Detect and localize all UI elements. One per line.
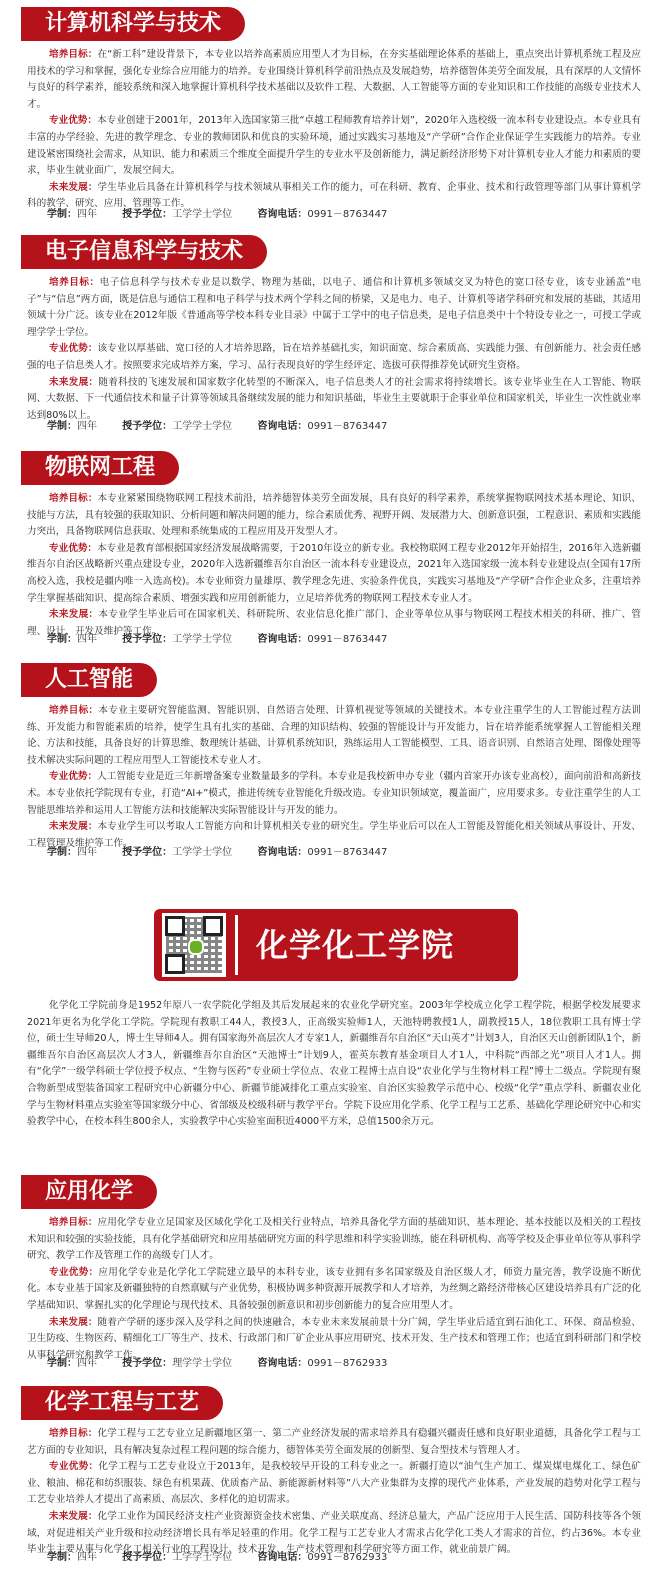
degree-value: 工学学士学位 <box>172 847 233 858</box>
advantage-text: 该专业以厚基础、宽口径的人才培养思路，旨在培养基础扎实，知识面宽、综合素质高、实践能力强、有创新能力、社会责任感强的电子信息类人才。按照要求完成培养方案，学习、品行表现良好的学生经评定、选拔可获得推荐免试研究生资格。 <box>27 343 642 371</box>
degree-label: 授予学位： <box>122 209 173 220</box>
advantage-label: 专业优势： <box>49 115 97 127</box>
major-section-electronic-info <box>0 235 649 432</box>
goal-text: 应用化学专业立足国家及区域化学化工及相关行业特点，培养具备化学方面的基础知识、基本理论、基本技能以及相关的工程技术知识和较强的实验技能，具有化学基础研究和应用基础研究方面的科学思维和科学实验训练，能在科研机构、高等学校及企事业单位等从事科学研究、教学工作及管理工作的高级专门人才。 <box>27 1217 642 1262</box>
phone-label: 咨询电话： <box>257 634 308 645</box>
goal-text: 电子信息科学与技术专业是以数学、物理为基础，以电子、通信和计算机多领域交叉为特色的宽口径专业，该专业涵盖“电子”与“信息”两方面，既是信息与通信工程和电子科学与技术两个学科之间的桥梁，又是电力、电子、计算机等诸学科研究和发展的基础，其适用领域十分广泛。该专业在2012年版《普通高等学校本科专业目录》中属于工学中的电子信息类，是电子信息类中十个特设专业之一，可授工学或理学学士学位。 <box>27 277 642 338</box>
banner-divider <box>235 915 238 975</box>
degree-label: 授予学位： <box>122 1358 173 1369</box>
duration-label: 学制： <box>47 634 77 645</box>
major-title: 计算机科学与技术 <box>27 7 245 41</box>
degree-label: 授予学位： <box>122 634 173 645</box>
future-text: 学生毕业后具备在计算机科学与技术领域从事相关工作的能力，可在科研、教育、企事业、技术和行政管理等部门从事计算机学科的教学、研究、应用、管理等工作。 <box>27 181 642 210</box>
duration-label: 学制： <box>47 1358 77 1369</box>
goal-label: 培养目标： <box>49 277 100 288</box>
major-body <box>27 47 641 213</box>
degree-label: 授予学位： <box>122 847 173 858</box>
future-label: 未来发展： <box>49 609 99 621</box>
duration-label: 学制： <box>47 1552 77 1563</box>
future-label: 未来发展： <box>49 376 99 388</box>
major-body <box>27 703 641 852</box>
future-text: 本专业学生毕业后可在国家机关、科研院所、农业信息化推广部门、企业等单位从事与物联网工程技术相关的科研、推广、管理、设计、开发及维护等工作。 <box>27 609 642 637</box>
phone-value: 0991－8762933 <box>307 1358 388 1369</box>
advantage-label: 专业优势： <box>49 343 98 355</box>
major-title: 应用化学 <box>27 1175 157 1209</box>
phone-label: 咨询电话： <box>257 421 308 432</box>
phone-value: 0991－8763447 <box>307 209 388 220</box>
goal-label: 培养目标： <box>49 49 98 60</box>
major-section-computer-science <box>0 7 649 220</box>
phone-label: 咨询电话： <box>257 209 308 220</box>
major-body <box>27 275 641 424</box>
future-text: 本专业学生可以考取人工智能方向和计算机相关专业的研究生。学生毕业后可以在人工智能及智能化相关领域从事设计、开发、工程管理及维护等工作。 <box>27 821 642 849</box>
degree-value: 工学学士学位 <box>172 1552 233 1563</box>
major-title: 人工智能 <box>27 663 157 697</box>
major-title: 电子信息科学与技术 <box>27 235 267 269</box>
major-section-ai <box>0 663 649 858</box>
advantage-text: 本专业创建于2001年，2013年入选国家第三批“卓越工程师教育培养计划”，2020年入选校级一流本科专业建设点。本专业具有丰富的办学经验、先进的教学理念、专业的教师团队和优良的实验环境，通过实践实习基地及“产学研”合作企业保证学生实践能力的培养。专业建设紧密围绕社会需求，从知识、能力和素质三个维度全面提升学生的专业水平及创新能力，满足新经济形势下对计算机专业人才能力和素质的要求，毕业生就业面广，发展空间大。 <box>27 115 641 177</box>
major-section-applied-chemistry <box>0 1175 649 1369</box>
degree-label: 授予学位： <box>122 421 173 432</box>
major-title: 化学工程与工艺 <box>27 1386 223 1420</box>
major-section-iot <box>0 451 649 645</box>
phone-label: 咨询电话： <box>257 847 308 858</box>
advantage-text: 应用化学专业是化学化工学院建立最早的本科专业，该专业拥有多名国家级及自治区级人才，师资力量完善，教学设施不断优化。本专业基于国家及新疆独特的自然禀赋与产业优势，积极协调多种资源开展教学和人才培养，为丝绸之路经济带核心区建设培养具有广泛的化学基础知识、掌握扎实的化学理论与现代技术、具备较强创新意识和初步创新能力的复合应用型人才。 <box>27 1266 642 1311</box>
advantage-label: 专业优势： <box>49 542 98 554</box>
phone-label: 咨询电话： <box>257 1358 308 1369</box>
major-meta <box>47 845 409 861</box>
major-meta <box>47 419 409 435</box>
major-meta <box>47 632 409 648</box>
degree-value: 工学学士学位 <box>172 634 233 645</box>
goal-text: 化学工程与工艺专业立足新疆地区第一、第二产业经济发展的需求培养具有稳疆兴疆责任感和良好职业道德，具备化学工程与工艺方面的专业知识，具有解决复杂过程工程问题的综合能力，德智体美劳全面发展的创新型、复合型技术与管理人才。 <box>27 1428 642 1456</box>
major-body <box>27 491 641 640</box>
duration-value: 四年 <box>77 421 97 432</box>
future-text: 随着产学研的逐步深入及学科之间的快速融合，本专业未来发展前景十分广阔，学生毕业后适宜到石油化工、环保、商品检验、卫生防疫、生物医药、精细化工厂等生产、技术、行政部门和厂矿企业从事应用研究、技术开发、生产技术和管理工作；也适宜到科研部门和学校从事科学研究和教学工作。 <box>27 1316 642 1361</box>
advantage-text: 化学工程与工艺专业设立于2013年，是我校较早开设的工科专业之一。新疆打造以“油气生产加工、煤炭煤电煤化工、绿色矿业、粮油、棉花和纺织服装、绿色有机果蔬、优质畜产品、新能源新材料等”八大产业集群为支撑的现代产业体系，产业发展的趋势对化学工程与工艺专业培养人才提出了高素质、高层次、多样化的迫切需求。 <box>27 1461 641 1506</box>
duration-label: 学制： <box>47 209 77 220</box>
major-section-chemical-engineering <box>0 1386 649 1563</box>
duration-value: 四年 <box>77 847 97 858</box>
advantage-label: 专业优势： <box>49 1461 99 1473</box>
duration-label: 学制： <box>47 847 77 858</box>
phone-value: 0991－8763447 <box>307 421 388 432</box>
college-name: 化学化工学院 <box>256 926 455 964</box>
duration-value: 四年 <box>77 1358 97 1369</box>
major-body <box>27 1215 641 1364</box>
goal-text: 本专业紧紧围绕物联网工程技术前沿，培养德智体美劳全面发展，具有良好的科学素养，系统掌握物联网技术基本理论、知识、技能与方法，具有较强的获取知识、分析问题和解决问题的能力，综合素质优秀、视野开阔、发展潜力大、创新意识强，工程意识、素质和实践能力突出，具备物联网信息获取、处理和系统集成的工程应用及开发型人才。 <box>27 493 642 538</box>
future-text: 化学工业作为国民经济支柱产业资源资金技术密集、产业关联度高、经济总量大，产品广泛应用于人民生活、国防科技等各个领域，对促进相关产业升级和拉动经济增长具有举足轻重的作用。化学工程与工艺专业人才需求占化学化工类人才需求的首位，约占36%。本专业毕业生主要从事与化学化工相关行业的工程设计、技术开发、生产技术管理和科学研究等方面工作，就业前景广阔。 <box>27 1510 642 1556</box>
degree-label: 授予学位： <box>122 1552 173 1563</box>
phone-value: 0991－8763447 <box>307 847 388 858</box>
advantage-label: 专业优势： <box>49 1266 99 1278</box>
future-label: 未来发展： <box>49 821 98 833</box>
advantage-text: 人工智能专业是近三年新增备案专业数量最多的学科。本专业是我校新申办专业（疆内首家开办该专业高校），面向前沿和高新技术。本专业依托学院现有专业，打造“AI+”模式，推进传统专业智能化升级改造。专业知识领域宽，覆盖面广，应用要求多。专业注重学生的人工智能思维培养和运用人工智能方法和技能解决实际智能设计与开发的能力。 <box>27 771 642 816</box>
duration-value: 四年 <box>77 209 97 220</box>
major-meta <box>47 207 409 223</box>
qr-code-icon[interactable] <box>162 913 226 977</box>
degree-value: 工学学士学位 <box>172 421 233 432</box>
future-label: 未来发展： <box>49 181 98 193</box>
goal-label: 培养目标： <box>49 493 98 504</box>
goal-label: 培养目标： <box>49 705 99 716</box>
duration-label: 学制： <box>47 421 77 432</box>
college-intro-text: 化学化工学院前身是1952年原八一农学院化学组及其后发展起来的农业化学研究室。2003年学校成立化学工程学院，根据学校发展要求2021年更名为化学化工学院。学院现有教职工44人，教授3人，正高级实验师1人，天池特聘教授1人，副教授15人，18位教职工具有博士学位，硕士生导师20人，博士生导师4人。拥有国家海外高层次人才专家1人，新疆维吾尔自治区“天山英才”计划3人，自治区天山创新团队1个，新疆维吾尔自治区高层次人才3人，新疆维吾尔自治区“天池博士”计划9人，霍英东教育基金项目人才1人，中科院“西部之光”项目人才1人。拥有“化学”一级学科硕士学位授予权点、“生物与医药”专业硕士学位点、农业工程博士点自设“农业化学与生物材料工程”博士二级点。学院现有聚合物新型成型装备国家工程研究中心新疆分中心、新疆节能减排化工重点实验室、自治区实验教学示范中心、校级“化学”重点学科、新疆农业化学与生物材料重点实验室等国家级分中心、省部级及校级科研与教学平台。学院下设应用化学系、化学工程与工艺系、基础化学理论研究中心和实验教学中心，在校本科生800余人，实验教学中心实验室面积近4000平方米，总值1500余万元。 <box>27 1000 641 1128</box>
future-label: 未来发展： <box>49 1316 98 1328</box>
goal-label: 培养目标： <box>49 1428 98 1439</box>
goal-label: 培养目标： <box>49 1217 98 1228</box>
phone-label: 咨询电话： <box>257 1552 308 1563</box>
degree-value: 理学学士学位 <box>172 1358 233 1369</box>
goal-text: 在“新工科”建设背景下，本专业以培养高素质应用型人才为目标，在夯实基础理论体系的基础上，重点突出计算机系统工程及应用技术的学习和掌握，强化专业综合应用能力的培养。专业围绕计算机科学前沿热点及发展趋势，培养德智体美劳全面发展，具有深厚的人文情怀与良好的科学素养，能较系统和深入地掌握计算机科学技术基础以及软件工程、大数据、人工智能等方面的专业知识和工作技能的高级专业技术人才。 <box>27 49 641 110</box>
phone-value: 0991－8763447 <box>307 634 388 645</box>
future-text: 随着科技的飞速发展和国家数字化转型的不断深入，电子信息类人才的社会需求将持续增长。该专业毕业生在人工智能、物联网、大数据、下一代通信技术和量子计算等领域具备继续发展的能力和知识基础，毕业生主要就职于企事业单位和国家机关，毕业生一次性就业率达到80%以上。 <box>27 376 642 421</box>
college-banner <box>154 909 518 981</box>
major-body <box>27 1426 641 1559</box>
duration-value: 四年 <box>77 1552 97 1563</box>
college-intro <box>27 998 641 1131</box>
major-title: 物联网工程 <box>27 451 179 485</box>
major-meta <box>47 1356 409 1372</box>
major-meta <box>47 1550 409 1566</box>
duration-value: 四年 <box>77 634 97 645</box>
advantage-text: 本专业是教育部根据国家经济发展战略需要，于2010年设立的新专业。我校物联网工程专业2012年开始招生，2016年入选新疆维吾尔自治区战略新兴重点建设专业，2020年入选新疆维吾尔自治区一流本科专业建设点，2021年入选国家级一流本科专业建设点(全国有17所高校入选，我校是疆内唯一入选高校)。本专业师资力量雄厚、教学理念先进、实验条件优良，实践实习基地及“产学研”合作企业众多，注重培养学生掌握基础知识、提高综合素质、增强实践和应用创新能力，立足培养优秀的物联网工程技术专业人才。 <box>27 542 641 604</box>
goal-text: 本专业主要研究智能监测、智能识别、自然语言处理、计算机视觉等领域的关键技术。本专业注重学生的人工智能过程方法训练、开发能力和智能素质的培养，使学生具有扎实的基础、合理的知识结构、较强的智能设计与开发能力，旨在培养能系统掌握人工智能相关理论、方法和技能，具备良好的计算思维、数理统计基础、计算机系统知识，熟练运用人工智能模型、工具、语音识别、自然语言处理、图像处理等技术解决实际问题的工程应用型人工智能技术专业人才。 <box>27 705 642 766</box>
advantage-label: 专业优势： <box>49 771 98 783</box>
degree-value: 工学学士学位 <box>172 209 233 220</box>
phone-value: 0991－8762933 <box>307 1552 388 1563</box>
future-label: 未来发展： <box>49 1510 98 1522</box>
